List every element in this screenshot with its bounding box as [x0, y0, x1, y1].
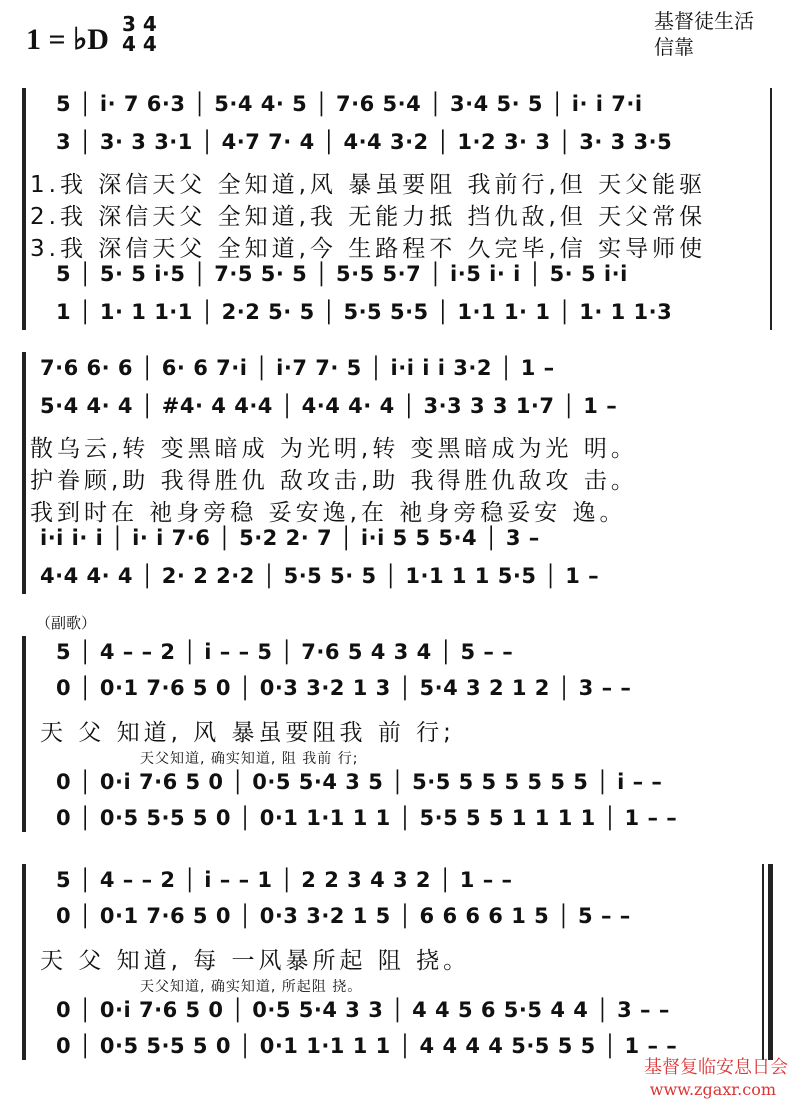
alto-row [0, 394, 800, 428]
alto-row [0, 676, 800, 710]
tenor-row [0, 998, 800, 1032]
notation-line: 1 │ 1· 1 1·1 │ 2·2 5· 5 │ 5·5 5·5 │ 1·1 1· 1 │ 1· 1 1·3 [56, 300, 673, 324]
soprano-row [0, 92, 800, 126]
time-signature-top: 3 4 [122, 12, 157, 36]
notation-line: i·i i· i │ i· i 7·6 │ 5·2 2· 7 │ i·i 5 5 5·4 │ 3 – [40, 526, 540, 550]
notation-line: 4·4 4· 4 │ 2· 2 2·2 │ 5·5 5· 5 │ 1·1 1 1 5·5 │ 1 – [40, 564, 600, 588]
notation-line: 0 │ 0·i 7·6 5 0 │ 0·5 5·4 3 5 │ 5·5 5 5 5 5 5 5 │ i – – [56, 770, 663, 794]
category-title: 基督徒生活 [654, 9, 754, 33]
lyric-verse-1: 1.我 深信天父 全知道,风 暴虽要阻 我前行,但 天父能驱 [30, 172, 707, 198]
watermark-text: 基督复临安息日会 [644, 1057, 788, 1078]
key-signature: 1 = ♭D [26, 23, 109, 56]
bass-row [0, 564, 800, 598]
tenor-row [0, 526, 800, 560]
lyric-echo: 天父知道, 确实知道, 阻 我前 行; [140, 751, 359, 767]
lyric-verse-2: 护眷顾,助 我得胜仇 敌攻击,助 我得胜仇敌攻 击。 [30, 468, 638, 494]
bass-row [0, 300, 800, 334]
title-block [654, 8, 772, 60]
notation-line: 0 │ 0·1 7·6 5 0 │ 0·3 3·2 1 3 │ 5·4 3 2 1 2 │ 3 – – [56, 676, 632, 700]
notation-line: 5 │ 4 – – 2 │ i – – 1 │ 2 2 3 4 3 2 │ 1 – – [56, 868, 513, 892]
lyric-verse-3: 3.我 深信天父 全知道,今 生路程不 久完毕,信 实导师使 [30, 236, 707, 262]
soprano-row [0, 640, 800, 674]
lyric-echo: 天父知道, 确实知道, 所起阻 挠。 [140, 979, 363, 995]
time-signature-bottom: 4 4 [122, 32, 157, 56]
section-label-chorus: （副歌） [36, 614, 97, 632]
notation-line: 3 │ 3· 3 3·1 │ 4·7 7· 4 │ 4·4 3·2 │ 1·2 3· 3 │ 3· 3 3·5 [56, 130, 673, 154]
lyric-verse-2: 2.我 深信天父 全知道,我 无能力抵 挡仇敌,但 天父常保 [30, 204, 707, 230]
soprano-row [0, 868, 800, 902]
notation-line: 5·4 4· 4 │ #4· 4 4·4 │ 4·4 4· 4 │ 3·3 3 3 1·7 │ 1 – [40, 394, 618, 418]
alto-row [0, 130, 800, 164]
bass-row [0, 806, 800, 840]
notation-line: 5 │ 5· 5 i·5 │ 7·5 5· 5 │ 5·5 5·7 │ i·5 i· i │ 5· 5 i·i [56, 262, 628, 286]
tenor-row [0, 770, 800, 804]
soprano-row [0, 356, 800, 390]
hymn-title: 信靠 [654, 35, 694, 59]
watermark-url: www.zgaxr.com [649, 1080, 776, 1099]
lyric-main: 天 父 知道, 每 一风暴所起 阻 挠。 [40, 948, 471, 974]
tenor-row [0, 262, 800, 296]
final-barline-thin [762, 864, 764, 1060]
lyric-verse-1: 散乌云,转 变黑暗成 为光明,转 变黑暗成为光 明。 [30, 436, 638, 462]
lyric-verse-3: 我到时在 祂身旁稳 妥安逸,在 祂身旁稳妥安 逸。 [30, 500, 627, 526]
final-barline-thick [768, 864, 773, 1060]
notation-line: 0 │ 0·1 7·6 5 0 │ 0·3 3·2 1 5 │ 6 6 6 6 1 5 │ 5 – – [56, 904, 631, 928]
notation-line: 5 │ i· 7 6·3 │ 5·4 4· 5 │ 7·6 5·4 │ 3·4 5· 5 │ i· i 7·i [56, 92, 643, 116]
alto-row [0, 904, 800, 938]
notation-line: 7·6 6· 6 │ 6· 6 7·i │ i·7 7· 5 │ i·i i i 3·2 │ 1 – [40, 356, 555, 380]
time-signature [122, 14, 157, 54]
lyric-main: 天 父 知道, 风 暴虽要阻我 前 行; [40, 720, 455, 746]
notation-line: 5 │ 4 – – 2 │ i – – 5 │ 7·6 5 4 3 4 │ 5 – – [56, 640, 514, 664]
notation-line: 0 │ 0·5 5·5 5 0 │ 0·1 1·1 1 1 │ 5·5 5 5 1 1 1 1 │ 1 – – [56, 806, 678, 830]
notation-line: 0 │ 0·i 7·6 5 0 │ 0·5 5·4 3 3 │ 4 4 5 6 5·5 4 4 │ 3 – – [56, 998, 670, 1022]
notation-line: 0 │ 0·5 5·5 5 0 │ 0·1 1·1 1 1 │ 4 4 4 4 5·5 5 5 │ 1 – – [56, 1034, 678, 1058]
barline [770, 88, 772, 330]
